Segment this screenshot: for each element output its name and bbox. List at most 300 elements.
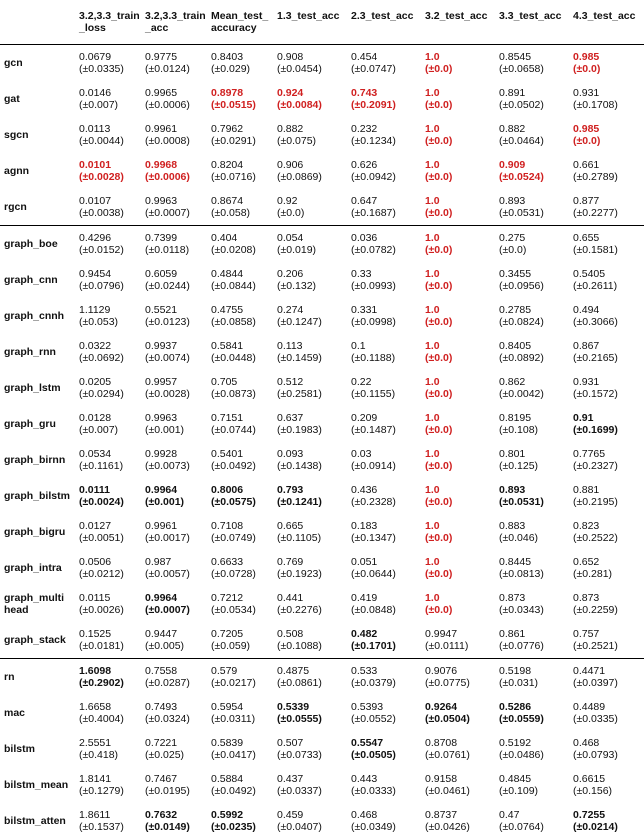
cell-std: (±0.0761) <box>425 749 495 761</box>
cell-std: (±0.0504) <box>425 713 495 725</box>
table-cell <box>207 622 273 659</box>
cell-value: 0.0146 <box>79 87 141 99</box>
table-cell <box>495 586 569 622</box>
cell-std: (±0.0) <box>425 316 495 328</box>
cell-value: 0.03 <box>351 448 421 460</box>
table-cell <box>273 514 347 550</box>
table-row <box>0 298 644 334</box>
cell-value: 0.5192 <box>499 737 569 749</box>
cell-std: (±0.1708) <box>573 99 644 111</box>
cell-std: (±0.2195) <box>573 496 644 508</box>
table-cell <box>141 45 207 82</box>
row-label: graph_rnn <box>0 334 75 370</box>
header-cell-2-3-test-acc: 2.3_test_acc <box>347 0 421 45</box>
cell-value: 0.823 <box>573 520 644 532</box>
cell-std: (±0.0) <box>425 99 495 111</box>
cell-value: 0.0101 <box>79 159 141 171</box>
cell-std: (±0.2327) <box>573 460 644 472</box>
table-cell <box>273 262 347 298</box>
table-cell <box>347 406 421 442</box>
table-cell <box>273 334 347 370</box>
cell-std: (±0.0502) <box>499 99 569 111</box>
cell-value: 0.7205 <box>211 628 273 640</box>
cell-value: 0.9454 <box>79 268 141 280</box>
cell-value: 1.0 <box>425 592 495 604</box>
table-cell <box>569 442 644 478</box>
cell-std: (±0.109) <box>499 785 569 797</box>
table-cell <box>569 586 644 622</box>
cell-std: (±0.0824) <box>499 316 569 328</box>
row-label: graph_bigru <box>0 514 75 550</box>
table-cell <box>347 442 421 478</box>
cell-std: (±0.2276) <box>277 604 347 616</box>
cell-std: (±0.125) <box>499 460 569 472</box>
table-cell <box>421 370 495 406</box>
header-row <box>0 0 644 45</box>
table-cell <box>569 334 644 370</box>
cell-std: (±0.0492) <box>211 785 273 797</box>
cell-value: 0.7558 <box>145 665 207 677</box>
cell-std: (±0.0017) <box>145 532 207 544</box>
table-cell <box>347 695 421 731</box>
header-cell-train-acc: 3.2,3.3_train_acc <box>141 0 207 45</box>
cell-std: (±0.0559) <box>499 713 569 725</box>
cell-value: 1.0 <box>425 87 495 99</box>
cell-std: (±0.0692) <box>79 352 141 364</box>
table-cell <box>273 298 347 334</box>
table-cell <box>141 550 207 586</box>
table-cell <box>141 695 207 731</box>
table-row <box>0 550 644 586</box>
cell-std: (±0.0) <box>573 135 644 147</box>
cell-std: (±0.019) <box>277 244 347 256</box>
cell-std: (±0.108) <box>499 424 569 436</box>
table-cell <box>569 298 644 334</box>
cell-std: (±0.0) <box>425 568 495 580</box>
cell-std: (±0.1347) <box>351 532 421 544</box>
cell-value: 0.419 <box>351 592 421 604</box>
cell-std: (±0.0956) <box>499 280 569 292</box>
cell-value: 0.454 <box>351 51 421 63</box>
cell-std: (±0.0417) <box>211 749 273 761</box>
table-row <box>0 334 644 370</box>
table-cell <box>207 586 273 622</box>
table-cell <box>421 695 495 731</box>
cell-std: (±0.0764) <box>499 821 569 833</box>
table-cell <box>141 767 207 803</box>
cell-value: 0.5547 <box>351 737 421 749</box>
table-cell <box>347 731 421 767</box>
cell-value: 0.4296 <box>79 232 141 244</box>
cell-std: (±0.0343) <box>499 604 569 616</box>
cell-value: 0.743 <box>351 87 421 99</box>
table-cell <box>273 117 347 153</box>
table-cell <box>75 550 141 586</box>
table-cell <box>421 731 495 767</box>
cell-std: (±0.0008) <box>145 135 207 147</box>
cell-value: 0.9964 <box>145 484 207 496</box>
cell-value: 0.9264 <box>425 701 495 713</box>
cell-value: 0.9968 <box>145 159 207 171</box>
cell-value: 1.0 <box>425 232 495 244</box>
table-cell <box>569 731 644 767</box>
table-row <box>0 442 644 478</box>
cell-value: 0.665 <box>277 520 347 532</box>
table-cell <box>421 226 495 263</box>
cell-std: (±0.0181) <box>79 640 141 652</box>
cell-std: (±0.0042) <box>499 388 569 400</box>
cell-value: 0.7108 <box>211 520 273 532</box>
cell-std: (±0.0311) <box>211 713 273 725</box>
table-cell <box>421 767 495 803</box>
cell-std: (±0.001) <box>145 424 207 436</box>
table-cell <box>141 442 207 478</box>
table-cell <box>141 334 207 370</box>
cell-std: (±0.0942) <box>351 171 421 183</box>
table-cell <box>207 189 273 226</box>
cell-value: 0.92 <box>277 195 347 207</box>
table-row <box>0 767 644 803</box>
cell-std: (±0.1459) <box>277 352 347 364</box>
cell-std: (±0.0461) <box>425 785 495 797</box>
table-cell <box>207 298 273 334</box>
row-label: graph_bilstm <box>0 478 75 514</box>
row-label: gat <box>0 81 75 117</box>
table-cell <box>347 478 421 514</box>
cell-value: 0.508 <box>277 628 347 640</box>
cell-std: (±0.0749) <box>211 532 273 544</box>
cell-std: (±0.1234) <box>351 135 421 147</box>
cell-value: 1.0 <box>425 556 495 568</box>
cell-std: (±0.0118) <box>145 244 207 256</box>
cell-value: 0.459 <box>277 809 347 821</box>
table-cell <box>495 81 569 117</box>
cell-value: 0.404 <box>211 232 273 244</box>
cell-value: 0.705 <box>211 376 273 388</box>
cell-std: (±0.0464) <box>499 135 569 147</box>
cell-std: (±0.0782) <box>351 244 421 256</box>
cell-value: 0.4875 <box>277 665 347 677</box>
cell-value: 0.6633 <box>211 556 273 568</box>
table-cell <box>273 189 347 226</box>
cell-value: 0.637 <box>277 412 347 424</box>
cell-value: 0.626 <box>351 159 421 171</box>
table-cell <box>421 514 495 550</box>
cell-value: 0.5992 <box>211 809 273 821</box>
table-cell <box>207 153 273 189</box>
cell-value: 0.891 <box>499 87 569 99</box>
cell-std: (±0.1105) <box>277 532 347 544</box>
cell-value: 0.7493 <box>145 701 207 713</box>
cell-value: 0.0506 <box>79 556 141 568</box>
cell-std: (±0.0294) <box>79 388 141 400</box>
cell-std: (±0.0658) <box>499 63 569 75</box>
table-cell <box>495 622 569 659</box>
table-cell <box>495 767 569 803</box>
row-label: graph_multi head <box>0 586 75 622</box>
cell-value: 1.0 <box>425 304 495 316</box>
cell-std: (±0.0337) <box>277 785 347 797</box>
table-cell <box>75 803 141 839</box>
header-cell-3-2-test-acc: 3.2_test_acc <box>421 0 495 45</box>
cell-value: 0.9076 <box>425 665 495 677</box>
table-cell <box>273 767 347 803</box>
cell-std: (±0.3066) <box>573 316 644 328</box>
cell-value: 0.861 <box>499 628 569 640</box>
cell-std: (±0.0335) <box>79 63 141 75</box>
cell-value: 0.468 <box>573 737 644 749</box>
row-label: graph_intra <box>0 550 75 586</box>
cell-value: 0.7255 <box>573 809 644 821</box>
row-label: sgcn <box>0 117 75 153</box>
row-label: bilstm_atten <box>0 803 75 839</box>
table-cell <box>273 550 347 586</box>
cell-std: (±0.0235) <box>211 821 273 833</box>
cell-std: (±0.0287) <box>145 677 207 689</box>
cell-value: 0.9963 <box>145 195 207 207</box>
cell-std: (±0.0776) <box>499 640 569 652</box>
header-cell-train-loss: 3.2,3.3_train_loss <box>75 0 141 45</box>
cell-std: (±0.0775) <box>425 677 495 689</box>
row-label: bilstm <box>0 731 75 767</box>
cell-std: (±0.0534) <box>211 604 273 616</box>
cell-std: (±0.0747) <box>351 63 421 75</box>
table-cell <box>495 298 569 334</box>
table-cell <box>75 153 141 189</box>
table-cell <box>207 695 273 731</box>
cell-value: 0.8405 <box>499 340 569 352</box>
cell-std: (±0.1983) <box>277 424 347 436</box>
cell-value: 2.5551 <box>79 737 141 749</box>
table-row <box>0 117 644 153</box>
table-cell <box>347 622 421 659</box>
table-cell <box>421 189 495 226</box>
row-label: agnn <box>0 153 75 189</box>
table-cell <box>141 153 207 189</box>
cell-std: (±0.0796) <box>79 280 141 292</box>
table-row <box>0 514 644 550</box>
cell-std: (±0.2521) <box>573 640 644 652</box>
table-cell <box>75 45 141 82</box>
table-cell <box>495 370 569 406</box>
cell-value: 1.0 <box>425 448 495 460</box>
table-row <box>0 189 644 226</box>
table-cell <box>141 117 207 153</box>
cell-std: (±0.0028) <box>145 388 207 400</box>
cell-value: 0.7399 <box>145 232 207 244</box>
table-cell <box>273 442 347 478</box>
table-cell <box>347 298 421 334</box>
cell-value: 0.883 <box>499 520 569 532</box>
cell-value: 0.9928 <box>145 448 207 460</box>
cell-std: (±0.001) <box>145 496 207 508</box>
cell-value: 0.8403 <box>211 51 273 63</box>
cell-value: 0.6059 <box>145 268 207 280</box>
cell-value: 0.468 <box>351 809 421 821</box>
cell-value: 0.0113 <box>79 123 141 135</box>
table-cell <box>273 81 347 117</box>
cell-value: 0.0679 <box>79 51 141 63</box>
cell-std: (±0.0195) <box>145 785 207 797</box>
table-cell <box>347 334 421 370</box>
table-cell <box>421 334 495 370</box>
row-label: mac <box>0 695 75 731</box>
cell-value: 0.987 <box>145 556 207 568</box>
cell-value: 0.0115 <box>79 592 141 604</box>
table-cell <box>347 226 421 263</box>
cell-value: 0.924 <box>277 87 347 99</box>
table-cell <box>273 659 347 696</box>
cell-value: 0.9947 <box>425 628 495 640</box>
cell-value: 0.443 <box>351 773 421 785</box>
cell-std: (±0.0208) <box>211 244 273 256</box>
table-cell <box>495 189 569 226</box>
table-cell <box>141 622 207 659</box>
cell-value: 0.652 <box>573 556 644 568</box>
table-cell <box>569 550 644 586</box>
cell-value: 0.881 <box>573 484 644 496</box>
table-cell <box>495 153 569 189</box>
cell-std: (±0.0515) <box>211 99 273 111</box>
cell-value: 0.9961 <box>145 520 207 532</box>
table-cell <box>141 226 207 263</box>
cell-value: 0.7221 <box>145 737 207 749</box>
table-cell <box>273 803 347 839</box>
cell-std: (±0.0873) <box>211 388 273 400</box>
table-cell <box>569 514 644 550</box>
cell-std: (±0.007) <box>79 424 141 436</box>
header-cell-3-3-test-acc: 3.3_test_acc <box>495 0 569 45</box>
table-cell <box>347 153 421 189</box>
cell-std: (±0.1088) <box>277 640 347 652</box>
table-cell <box>207 262 273 298</box>
cell-std: (±0.0448) <box>211 352 273 364</box>
cell-std: (±0.007) <box>79 99 141 111</box>
cell-value: 1.0 <box>425 51 495 63</box>
table-row <box>0 622 644 659</box>
table-cell <box>141 262 207 298</box>
cell-value: 0.5401 <box>211 448 273 460</box>
cell-value: 0.436 <box>351 484 421 496</box>
cell-value: 0.441 <box>277 592 347 604</box>
cell-value: 0.8445 <box>499 556 569 568</box>
cell-std: (±0.058) <box>211 207 273 219</box>
cell-std: (±0.0057) <box>145 568 207 580</box>
cell-std: (±0.0914) <box>351 460 421 472</box>
cell-std: (±0.0644) <box>351 568 421 580</box>
table-cell <box>141 81 207 117</box>
table-cell <box>569 695 644 731</box>
cell-value: 0.1 <box>351 340 421 352</box>
cell-value: 0.9447 <box>145 628 207 640</box>
cell-std: (±0.156) <box>573 785 644 797</box>
table-row <box>0 478 644 514</box>
cell-value: 0.0322 <box>79 340 141 352</box>
table-cell <box>569 117 644 153</box>
cell-std: (±0.0744) <box>211 424 273 436</box>
cell-value: 0.4844 <box>211 268 273 280</box>
cell-std: (±0.0212) <box>79 568 141 580</box>
cell-std: (±0.0524) <box>499 171 569 183</box>
table-row <box>0 695 644 731</box>
cell-std: (±0.0006) <box>145 171 207 183</box>
cell-std: (±0.0869) <box>277 171 347 183</box>
table-cell <box>495 406 569 442</box>
cell-std: (±0.0) <box>425 424 495 436</box>
cell-value: 0.579 <box>211 665 273 677</box>
table-body <box>0 45 644 839</box>
row-label: gcn <box>0 45 75 82</box>
cell-value: 0.8195 <box>499 412 569 424</box>
cell-value: 0.931 <box>573 376 644 388</box>
cell-std: (±0.132) <box>277 280 347 292</box>
cell-value: 0.5198 <box>499 665 569 677</box>
cell-value: 1.1129 <box>79 304 141 316</box>
cell-std: (±0.2522) <box>573 532 644 544</box>
table-cell <box>495 117 569 153</box>
cell-std: (±0.0844) <box>211 280 273 292</box>
header-cell-4-3-test-acc: 4.3_test_acc <box>569 0 644 45</box>
cell-value: 0.5839 <box>211 737 273 749</box>
table-cell <box>207 45 273 82</box>
table-row <box>0 262 644 298</box>
cell-std: (±0.0) <box>425 135 495 147</box>
row-label: graph_cnn <box>0 262 75 298</box>
cell-std: (±0.0531) <box>499 207 569 219</box>
cell-value: 0.3455 <box>499 268 569 280</box>
table-cell <box>569 226 644 263</box>
cell-std: (±0.005) <box>145 640 207 652</box>
cell-std: (±0.0007) <box>145 604 207 616</box>
table-row <box>0 81 644 117</box>
cell-value: 0.533 <box>351 665 421 677</box>
cell-value: 0.5339 <box>277 701 347 713</box>
cell-std: (±0.0407) <box>277 821 347 833</box>
table-cell <box>347 189 421 226</box>
table-cell <box>207 731 273 767</box>
cell-std: (±0.0505) <box>351 749 421 761</box>
table-cell <box>421 81 495 117</box>
row-label: graph_stack <box>0 622 75 659</box>
cell-value: 0.113 <box>277 340 347 352</box>
cell-value: 0.985 <box>573 123 644 135</box>
table-cell <box>273 731 347 767</box>
cell-std: (±0.0) <box>573 63 644 75</box>
cell-std: (±0.0) <box>425 604 495 616</box>
cell-value: 0.893 <box>499 195 569 207</box>
cell-value: 1.0 <box>425 520 495 532</box>
cell-std: (±0.1279) <box>79 785 141 797</box>
table-cell <box>141 189 207 226</box>
cell-std: (±0.1923) <box>277 568 347 580</box>
table-cell <box>569 370 644 406</box>
cell-value: 0.893 <box>499 484 569 496</box>
table-cell <box>75 767 141 803</box>
cell-value: 0.494 <box>573 304 644 316</box>
cell-value: 0.183 <box>351 520 421 532</box>
row-label: graph_lstm <box>0 370 75 406</box>
row-label: graph_birnn <box>0 442 75 478</box>
table-cell <box>75 262 141 298</box>
cell-std: (±0.0426) <box>425 821 495 833</box>
cell-std: (±0.0074) <box>145 352 207 364</box>
cell-value: 0.661 <box>573 159 644 171</box>
table-cell <box>207 550 273 586</box>
table-cell <box>75 586 141 622</box>
cell-value: 0.093 <box>277 448 347 460</box>
cell-std: (±0.0051) <box>79 532 141 544</box>
table-cell <box>495 550 569 586</box>
